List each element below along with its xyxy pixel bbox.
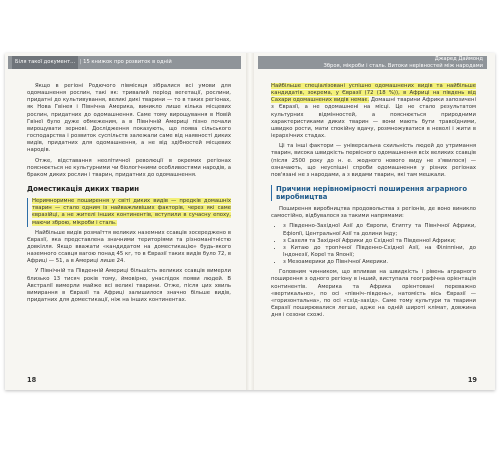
highlighted-paragraph	[271, 83, 476, 140]
page-number: 18	[27, 376, 37, 384]
list-item: • з Китаю до тропічної Південно-Східної Азії, на Філіппіни, до Індонезії, Кореї та Японії;	[283, 245, 476, 259]
highlight: Неримноримне поширення у світі диких видів — предків домашніх тварин — стало одним із найважливіших факторів, через які саме євразійці, а не жителі інших континентів, вступили в сучасну епоху, маючи зброю, мікроби і сталь.	[32, 198, 231, 226]
paragraph: Отже, відставання неолітичної революції в окремих регіонах пояснюється не культурними чи біологічними особливостями народів, а браком диких рослин і тварин, придатних до одомашнення.	[27, 157, 231, 178]
left-header-series: 15 книжок про розвиток в одній	[83, 59, 172, 65]
paragraph: Поширення виробництва продовольства з регіонів, де воно виникло самостійно, відбувалося за такими напрямами:	[271, 206, 476, 220]
left-header-separator: |	[78, 59, 84, 65]
list-item: • з Сахеля та Західної Африки до Східної та Південної Африки;	[283, 238, 476, 245]
paragraph: Якщо в регіоні Родючого півмісяця зібралися всі умови для одомашнення рослин, такі як: тривалий період вегетації, рослини, придатні до культивування, великі дикі тварини — то в таких регіонах, як Нова Гвінея і Північна Америка, виникло лише кілька місцевих рослин, придатних до одомашнення. Саме тому вирощування в Новій Гвінеї було дуже обмеженим, а в Північній Америці пізно почали вирощувати зернові. Дослідження показують, що поява сільського господарства і розвиток суспільств залежали саме від наявності диких видів, придатних для одомашнення, а не від здібностей місцевих народів.	[27, 83, 231, 154]
right-page-body	[271, 83, 476, 322]
book-spread	[5, 53, 495, 390]
book-gutter	[246, 53, 254, 390]
highlight: Найбільше спеціалізовані успішно одомашнених видів та найбільше кандидатів, зокрема, у Євразії (72 (18 %)), в Африці на південь від Сахари одомашнених видів немає.	[271, 83, 476, 104]
paragraph: Головним чинником, що впливав на швидкість і рівень аграрного поширення з одного регіону в інший, виступала географічна орієнтація континентів. Америка та Африка орієнтовані переважно «вертикально», по осі «північ–південь», натомість вісь Євразії — «горизонтальна», по осі «схід–захід». Саме тому культури та тварини Євразії поширювалися легше, адже на одній широті клімат, довжина дня і сезони схожі.	[271, 269, 476, 319]
right-header-title: Зброя, мікроби і сталь. Витоки нерівностей між народами	[323, 62, 483, 69]
left-page-body	[27, 83, 231, 307]
right-page	[254, 53, 495, 390]
section-heading: Причини нерівномірності поширення аграрного виробництва	[271, 185, 476, 201]
bullet-list	[271, 223, 476, 266]
list-item: • з Мезоамерики до Північної Америки.	[283, 259, 476, 266]
list-item: • з Південно-Західної Азії до Європи, Єгипту та Північної Африки, Ефіопії, Центральної Азії та долини Інду;	[283, 223, 476, 237]
section-heading: Доместикація диких тварин	[27, 185, 139, 194]
paragraph: Ці та інші фактори — універсальна схильність людей до утримання тварин, висока швидкість первісного одомашнення всіх великих ссавців (після 2500 року до н. е. жодного нового виду не з'явилося) — означають, що неуспішні спроби одомашнення у різних регіонах пов'язані не з народами, а з видами тварин, які там мешкали.	[271, 143, 476, 178]
left-running-header	[8, 56, 241, 69]
left-header-book-title: Біля такої документ...	[12, 56, 78, 69]
right-running-header	[258, 56, 487, 69]
paragraph-continuation: Домашні тварини Африки запозичені з Євразії, а не одомашнені на місці. Це не стало результатом культурних відмінностей, а пояснюється природними характеристиками диких тварин — вони мають бути травоїдними, швидко рости, мати спокійну вдачу, розмножуватися в неволі і жити в ієрархічних стадах.	[271, 97, 476, 140]
paragraph: Найбільше видів розмаїття великих наземних ссавців зосереджено в Євразії, яка представлена значними територіями та різноманітністю довкілля. Якщо вважати «кандидатом на доместикацію» будь-якого наземного ссавця вагою понад 45 кг, то в Євразії таких видів було 72, в Африці — 51, а в Америці лише 24.	[27, 229, 231, 265]
highlighted-paragraph	[27, 198, 231, 227]
right-header-author: Джаред Даймонд	[434, 56, 483, 62]
page-number: 19	[467, 376, 477, 384]
paragraph: У Північній та Південній Америці більшість великих ссавців вимерли близько 13 тисяч років тому, ймовірно, унаслідок появи людей. В Австралії вимерли майже всі великі тварини. Отже, після цих хвиль вимирання в Євразії та Африці залишилося значно більше видів, придатних для доместикації, ніж на інших континентах.	[27, 268, 231, 304]
left-page	[5, 53, 246, 390]
